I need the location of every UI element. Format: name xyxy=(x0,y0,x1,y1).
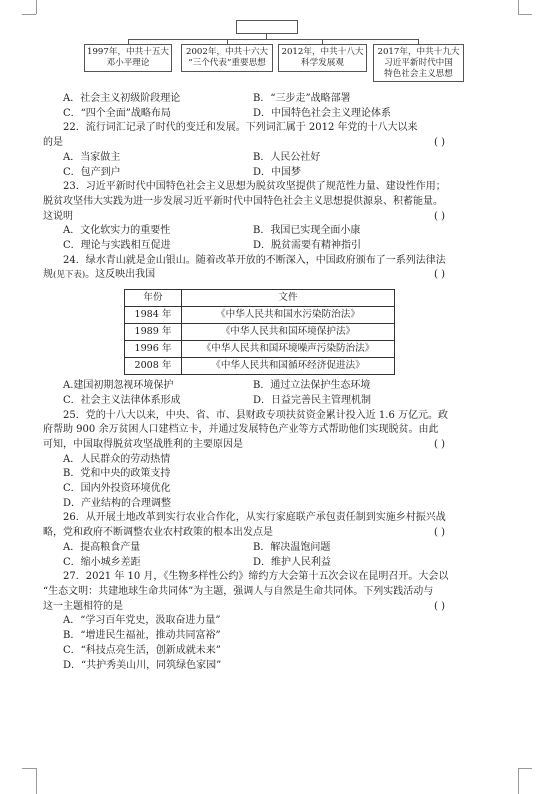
stem-note: (见下表) xyxy=(53,270,86,281)
diagram-box-2002 xyxy=(181,44,273,72)
option-b: B．“增进民生福祉，推动共同富裕” xyxy=(63,630,221,642)
option-b: B．党和中央的政策支持 xyxy=(63,468,171,480)
option-d: D．中国梦 xyxy=(253,166,302,178)
diagram-box-line: 科学发展观 xyxy=(301,58,344,68)
stem-text: 略，党和政府不断调整农业农村政策的根本出发点是 xyxy=(43,527,273,539)
diagram-box-2012 xyxy=(278,44,367,72)
answer-paren: ( ) xyxy=(434,210,445,222)
diagram-box-line: 1997年，中共十五大 xyxy=(86,47,170,57)
table-cell: 2008 年 xyxy=(125,358,182,375)
stem-text: 这一主题相符的是 xyxy=(43,600,123,612)
question-27-stem-cont xyxy=(43,600,513,615)
question-23-stem: 23．习近平新时代中国特色社会主义思想为脱贫攻坚提供了规范性力量、建设性作用； xyxy=(63,181,446,193)
diagram-root-box xyxy=(236,20,298,34)
diagram-box-line: 2002年，中共十六大 xyxy=(185,47,269,57)
stem-text: 。这反映出我国 xyxy=(85,269,156,281)
option-c: C．“四个全面”战略布局 xyxy=(63,107,171,119)
table-row xyxy=(125,358,395,375)
answer-paren: ( ) xyxy=(434,527,445,539)
table-row xyxy=(125,324,395,341)
theory-diagram xyxy=(0,0,555,90)
diagram-box-line: 2017年，中共十九大 xyxy=(377,46,460,57)
option-b: B．解决温饱问题 xyxy=(253,541,331,553)
question-25-stem: 25．党的十八大以来，中央、省、市、县财政专项扶贫资金累计投入近 1.6 万亿元。政 xyxy=(63,409,448,421)
options-row xyxy=(43,239,513,254)
option-c: C．缩小城乡差距 xyxy=(63,556,141,568)
table-cell: 《中华人民共和国环境保护法》 xyxy=(182,324,395,341)
question-24-stem-cont xyxy=(43,268,513,283)
options-row xyxy=(43,379,513,394)
options-row xyxy=(43,107,513,122)
table-cell: 1989 年 xyxy=(125,324,182,341)
option-a: A.建国初期忽视环境保护 xyxy=(63,380,174,392)
option-c: C．理论与实践相互促进 xyxy=(63,240,171,252)
corner-mark xyxy=(518,768,532,769)
exam-content xyxy=(43,92,513,673)
question-22-stem: 22．流行词汇记录了时代的变迁和发展。下列词汇属于 2012 年党的十八大以来 xyxy=(63,122,418,134)
option-b: B．通过立法保护生态环境 xyxy=(253,380,371,392)
option-c: C．社会主义法律体系形成 xyxy=(63,394,181,406)
options-row xyxy=(43,556,513,571)
corner-mark xyxy=(36,768,37,794)
question-25-stem-cont xyxy=(43,438,513,453)
option-a: A．人民群众的劳动热情 xyxy=(63,453,171,465)
corner-mark xyxy=(518,768,519,794)
option-a: A．当家做主 xyxy=(63,151,121,163)
diagram-box-1997 xyxy=(84,44,172,72)
options-row xyxy=(43,541,513,556)
option-a: A．社会主义初级阶段理论 xyxy=(63,93,181,104)
question-27-stem-cont: “生态文明：共建地球生命共同体”为主题，强调人与自然是生命共同体。下列实践活动与 xyxy=(43,585,434,597)
diagram-box-line: “三个代表”重要思想 xyxy=(188,58,266,68)
table-cell: 《中华人民共和国环境噪声污染防治法》 xyxy=(182,341,395,358)
option-a: A．文化软实力的重要性 xyxy=(63,225,171,237)
stem-text: 规 xyxy=(43,269,53,281)
answer-paren: ( ) xyxy=(434,600,445,612)
table-header: 年份 xyxy=(125,290,182,307)
option-d: D．脱贫需要有精神指引 xyxy=(253,240,362,252)
table-row xyxy=(125,307,395,324)
options-row xyxy=(43,394,513,409)
options-row xyxy=(43,224,513,239)
options-row xyxy=(43,92,513,107)
stem-text: 的是 xyxy=(43,137,63,149)
option-b: B．人民公社好 xyxy=(253,151,321,163)
question-22-stem-cont xyxy=(43,136,513,151)
option-a: A．“学习百年党史，汲取奋进力量” xyxy=(63,615,221,627)
corner-mark xyxy=(22,768,36,769)
diagram-box-2017 xyxy=(373,44,464,82)
option-b: B．我国已实现全面小康 xyxy=(253,225,361,237)
answer-paren: ( ) xyxy=(434,438,445,450)
diagram-connector xyxy=(128,39,419,40)
option-a: A．提高粮食产量 xyxy=(63,541,141,553)
question-26-stem: 26．从开展土地改革到实行农业合作化，从实行家庭联产承包责任制到实施乡村振兴战 xyxy=(63,512,446,524)
table-header: 文件 xyxy=(182,290,395,307)
question-23-stem-cont xyxy=(43,210,513,225)
answer-paren: ( ) xyxy=(434,269,445,281)
option-c: C．包产到户 xyxy=(63,166,121,178)
answer-paren: ( ) xyxy=(434,137,445,149)
laws-table xyxy=(124,289,395,375)
option-d: D．日益完善民主管理机制 xyxy=(253,394,372,406)
option-d: D．维护人民利益 xyxy=(253,556,332,568)
diagram-box-line: 特色社会主义思想 xyxy=(384,68,453,79)
question-24-stem: 24．绿水青山就是金山银山。随着改革开放的不断深入，中国政府颁布了一系列法律法 xyxy=(63,254,446,266)
option-d: D．中国特色社会主义理论体系 xyxy=(253,107,392,119)
table-header-row xyxy=(125,290,395,307)
question-23-stem-cont: 脱贫攻坚伟大实践为进一步发展习近平新时代中国特色社会主义思想提供源泉、积蓄能量。 xyxy=(43,195,443,207)
option-c: C．“科技点亮生活，创新成就未来” xyxy=(63,644,221,656)
option-c: C．国内外投资环境优化 xyxy=(63,483,171,495)
option-b: B．“三步走”战略部署 xyxy=(253,93,351,104)
option-d: D．“共护秀美山川，同筑绿色家园” xyxy=(63,659,222,671)
stem-text: 可知，中国取得脱贫攻坚战胜利的主要原因是 xyxy=(43,438,243,450)
diagram-box-line: 习近平新时代中国 xyxy=(384,57,453,68)
question-25-stem-cont: 府帮助 900 余万贫困人口建档立卡，并通过发展特色产业等方式帮助他们实现脱贫。由此 xyxy=(43,424,439,436)
option-d: D．产业结构的合理调整 xyxy=(63,497,172,509)
question-26-stem-cont xyxy=(43,526,513,541)
options-row xyxy=(43,166,513,181)
table-row xyxy=(125,341,395,358)
diagram-box-line: 邓小平理论 xyxy=(106,58,150,68)
table-cell: 《中华人民共和国水污染防治法》 xyxy=(182,307,395,324)
question-27-stem: 27．2021 年 10 月，《生物多样性公约》缔约方大会第十五次会议在昆明召开。大会以 xyxy=(63,571,449,583)
options-row xyxy=(43,151,513,166)
stem-text: 这说明 xyxy=(43,210,73,222)
table-cell: 《中华人民共和国循环经济促进法》 xyxy=(182,358,395,375)
diagram-box-line: 2012年，中共十八大 xyxy=(281,47,364,57)
table-cell: 1984 年 xyxy=(125,307,182,324)
table-cell: 1996 年 xyxy=(125,341,182,358)
